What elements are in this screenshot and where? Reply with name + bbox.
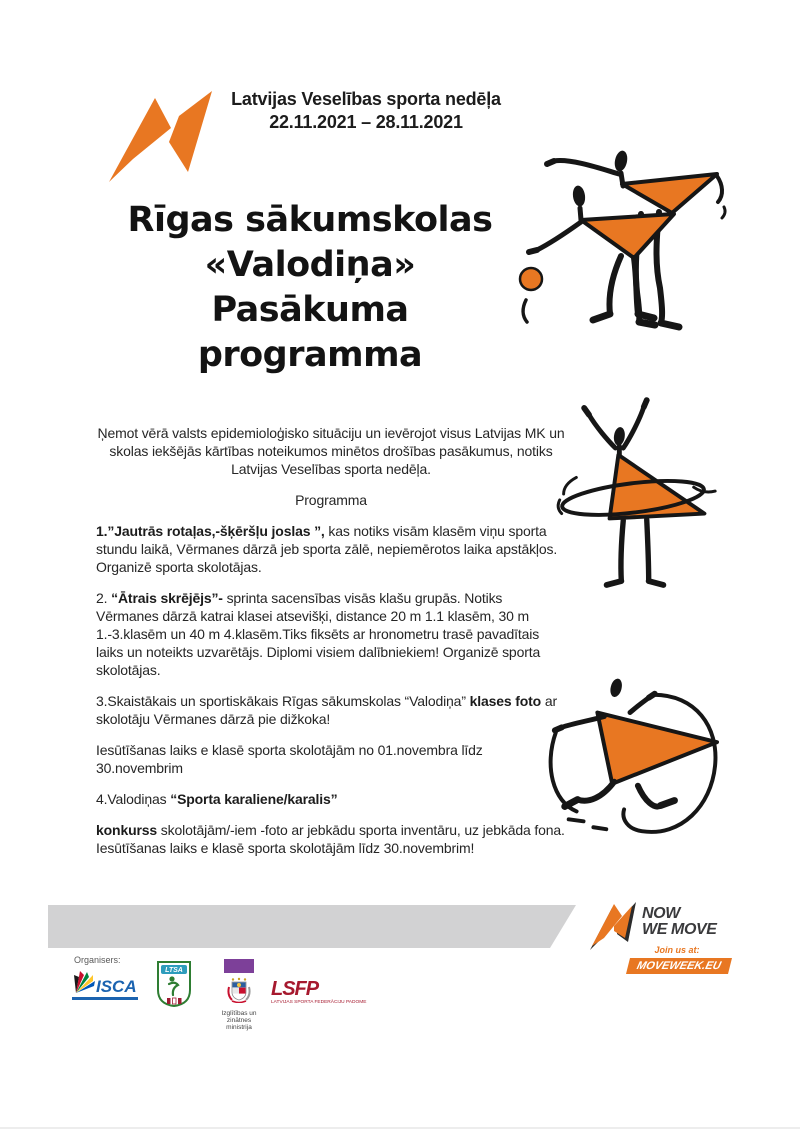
contest-highlight: konkurss <box>96 822 158 838</box>
isca-subtext-bar <box>72 997 138 1000</box>
program-item-3-tail: ar skolotāju Vērmanes dārzā pie dižkoka! <box>96 693 557 727</box>
dancers-ball-icon <box>508 140 730 350</box>
program-text <box>96 424 566 870</box>
program-item-4-title: “Sporta karaliene/karalis” <box>170 791 338 807</box>
page-title-line3: Pasākuma <box>211 290 409 330</box>
program-item-3-highlight: klases foto <box>469 693 542 709</box>
footer-gray-band <box>48 905 576 948</box>
page-title-line2: «Valodiņa» <box>204 245 416 285</box>
program-item-1-title: 1.”Jautrās rotaļas,-šķēršļu joslas ”, <box>96 523 325 539</box>
dancers-ball-illustration <box>508 140 730 350</box>
page-bottom-edge <box>0 1127 800 1129</box>
ltsa-shield-icon <box>155 960 193 1008</box>
program-item-2-text: sprinta sacensības visās klašu grupās. Notiks Vērmanes dārzā katrai klasei atsevišķi, distance 20 m 1.1 klasēm, 30 m 1.-3.klasēm un 40 m 4.klasēm.Tiks fiksēts ar hronometru trasē pavadītais laiks un noteikts uzvarētājs. Diplomi visiem dalībniekiem! Organizē sporta skolotājas. <box>96 590 541 678</box>
program-item-4-details <box>96 821 566 857</box>
hula-hoop-illustration <box>547 396 723 594</box>
program-item-3-text: 3.Skaistākais un sportiskākais Rīgas sākumskolas “Valodiņa” <box>96 693 470 709</box>
lsfp-wordmark: LSFP <box>271 978 319 1000</box>
nwm-line2: WE MOVE <box>642 921 717 938</box>
nowwemove-wordmark <box>642 906 717 938</box>
program-label: Programma <box>295 492 367 508</box>
lsfp-caption: LATVIJAS SPORTA FEDERĀCIJU PADOME <box>271 1000 367 1005</box>
program-item-3 <box>96 692 566 728</box>
program-item-2-number: 2. <box>96 590 112 606</box>
organisers-label: Organisers: <box>74 955 121 965</box>
program-item-1-text: kas notiks visām klasēm viņu sporta stundu laikā, Vērmanes dārzā jeb sporta zālē, nepiemērotos laika apstākļos. Organizē sporta skolotājas. <box>96 523 558 575</box>
page-title-line4: programma <box>197 335 423 375</box>
nowwemove-footer-arrow-icon <box>584 900 640 952</box>
event-title-line1: Latvijas Veselības sporta nedēļa <box>231 89 501 109</box>
program-item-2-title: “Ātrais skrējējs”- <box>111 590 223 606</box>
isca-logo-row <box>72 969 144 995</box>
nowwemove-logo-block <box>576 896 746 986</box>
join-us-label: Join us at: <box>654 945 700 955</box>
contest-text: skolotājām/-iem -foto ar jebkādu sporta inventāru, uz jebkāda fona. Iesūtīšanas laiks e klasē sporta skolotājām līdz 30.novembrim! <box>96 822 565 856</box>
page-title-line1: Rīgas sākumskolas <box>127 200 493 240</box>
ministry-purple-flag <box>224 959 254 973</box>
moveweek-site-banner: MOVEWEEK.EU <box>626 958 732 974</box>
ltsa-wordmark: LTSA <box>165 967 183 974</box>
isca-fan-icon <box>72 969 96 995</box>
program-item-1 <box>96 522 566 576</box>
ministry-logo <box>218 959 260 1031</box>
event-title <box>212 88 520 134</box>
hula-hoop-icon <box>547 396 723 594</box>
lsfp-logo <box>271 978 367 1008</box>
page-title <box>100 198 520 378</box>
ltsa-logo <box>155 960 193 1008</box>
program-item-4 <box>96 790 566 808</box>
isca-wordmark: ISCA <box>96 977 137 996</box>
ministry-caption: Izglītības un zinātnes ministrija <box>221 1010 257 1031</box>
orange-arrow-icon <box>95 84 217 196</box>
nowwemove-arrow-logo <box>95 84 217 196</box>
isca-logo <box>72 969 144 1001</box>
jump-rope-illustration <box>531 671 729 849</box>
nwm-line1: NOW <box>642 905 680 922</box>
event-title-line2: 22.11.2021 – 28.11.2021 <box>269 112 463 132</box>
jump-rope-icon <box>531 671 729 849</box>
latvia-coat-of-arms-icon <box>226 977 252 1003</box>
intro-paragraph: Ņemot vērā valsts epidemioloģisko situāciju un ievērojot visus Latvijas MK un skolas iekšējās kārtības noteikumos minētos drošības pasākumus, notiks Latvijas Veselības sporta nedēļa. <box>97 425 565 477</box>
program-item-4-number: 4.Valodiņas <box>96 791 171 807</box>
program-item-2 <box>96 589 566 679</box>
submission-note-1: Iesūtīšanas laiks e klasē sporta skolotājām no 01.novembra līdz 30.novembrim <box>96 742 483 776</box>
